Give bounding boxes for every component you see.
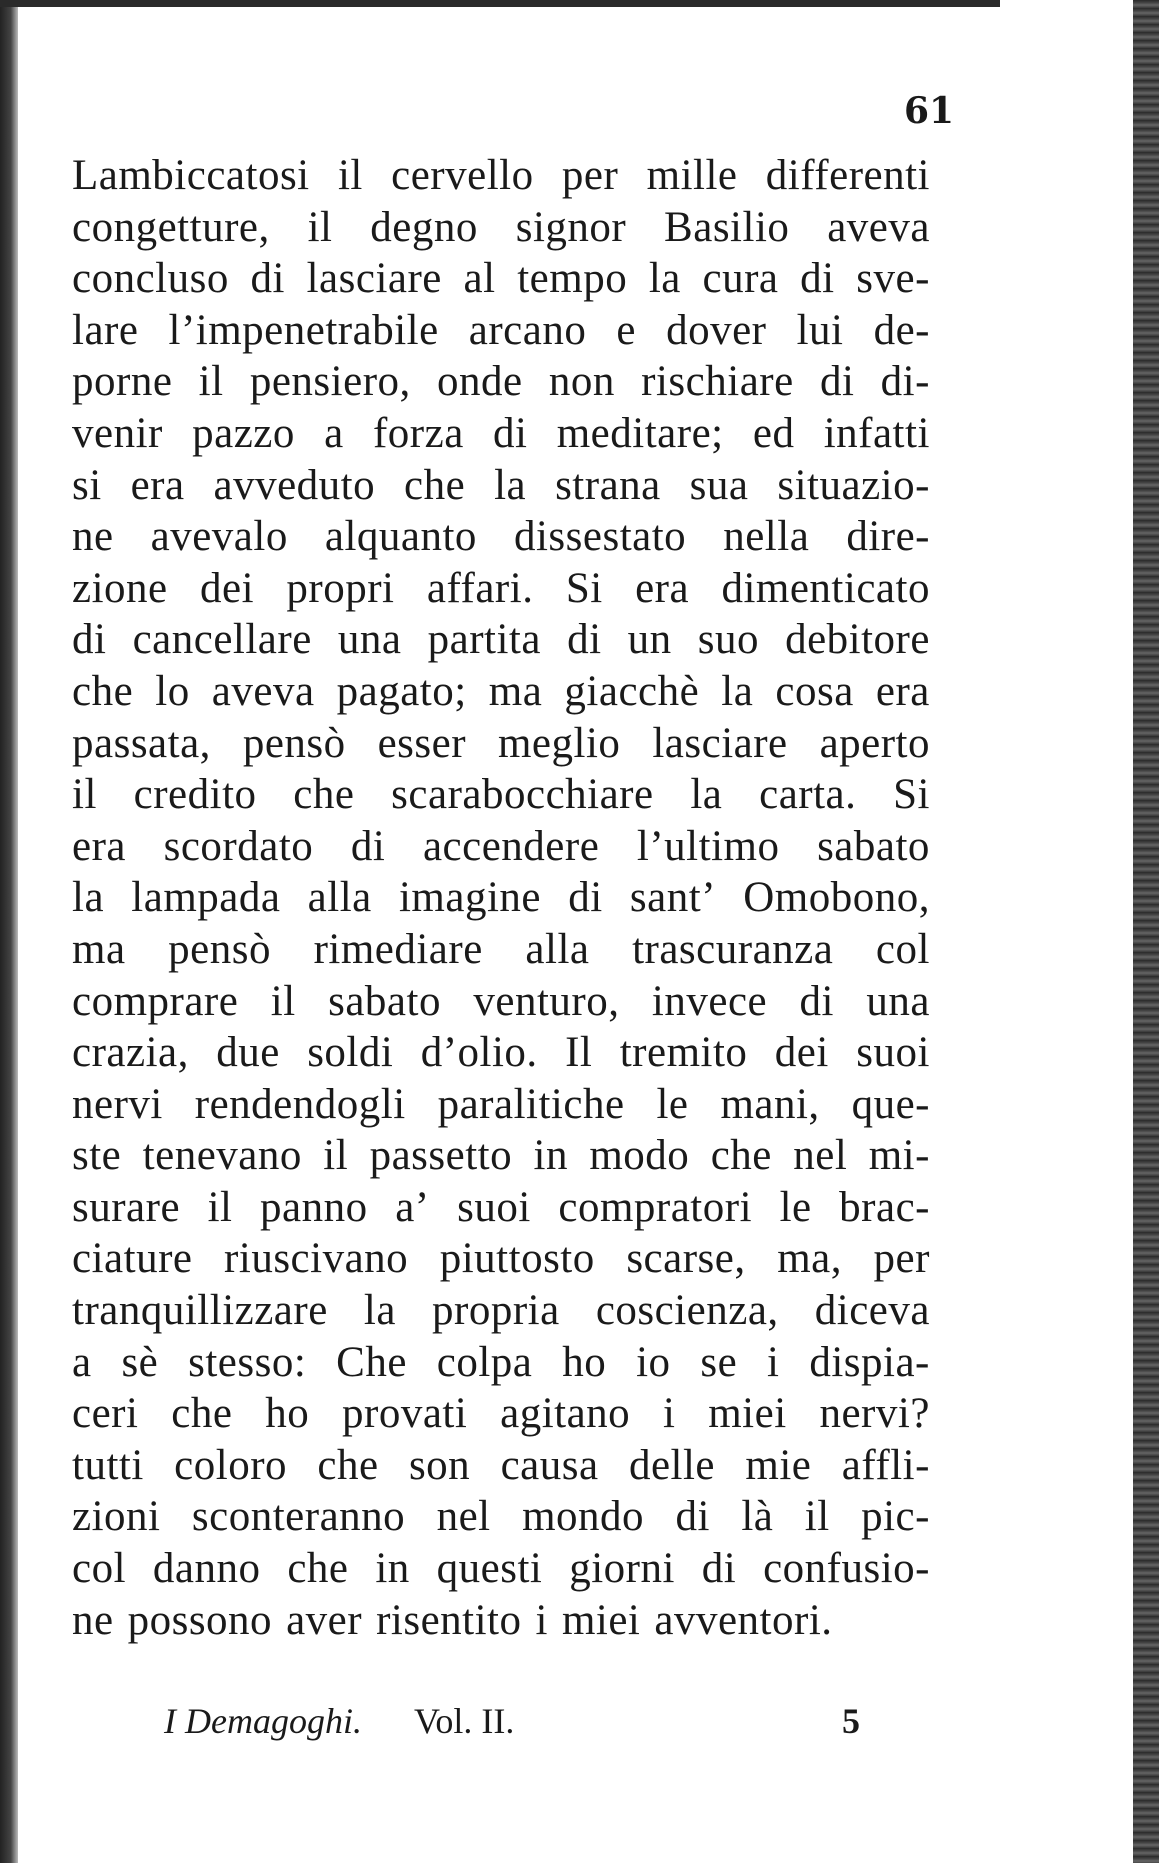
word: avventori. bbox=[654, 1596, 833, 1644]
word: il bbox=[804, 1493, 830, 1541]
word: il bbox=[198, 358, 224, 406]
word: la bbox=[648, 255, 681, 303]
word: di bbox=[72, 616, 107, 664]
word: compratori bbox=[558, 1183, 753, 1231]
text-line bbox=[72, 1233, 930, 1285]
text-line bbox=[72, 718, 930, 770]
word: affari. bbox=[426, 564, 534, 612]
word: di bbox=[568, 874, 603, 922]
word: mille bbox=[646, 152, 738, 199]
text-line bbox=[72, 1595, 930, 1647]
word: mondo bbox=[522, 1493, 645, 1541]
word: si bbox=[72, 461, 102, 509]
word: possono bbox=[127, 1596, 273, 1644]
word: non bbox=[548, 358, 615, 406]
page-right-edge bbox=[1133, 0, 1159, 1863]
word: che bbox=[171, 1390, 233, 1438]
word: delle bbox=[628, 1441, 716, 1489]
word: ne bbox=[72, 513, 114, 561]
word: nella bbox=[723, 513, 810, 561]
text-line bbox=[72, 305, 930, 357]
word: scarabocchiare bbox=[391, 771, 654, 819]
word: comprare bbox=[72, 977, 239, 1025]
word: passetto bbox=[369, 1132, 513, 1180]
word: pensò bbox=[242, 719, 346, 767]
word: era bbox=[72, 822, 126, 870]
word: la bbox=[690, 771, 723, 819]
word: porne bbox=[72, 358, 173, 406]
word: debitore bbox=[785, 616, 930, 664]
word: meditare; bbox=[556, 409, 724, 457]
word: imagine bbox=[398, 874, 541, 922]
footer-book-title: I Demagoghi. bbox=[164, 1701, 362, 1741]
word: cura bbox=[702, 255, 779, 303]
word: dimenticato bbox=[721, 564, 930, 612]
word: credito bbox=[133, 771, 257, 819]
word: mi- bbox=[868, 1132, 930, 1180]
word: pazzo bbox=[192, 409, 295, 457]
word: Basilio bbox=[664, 203, 790, 251]
text-line bbox=[72, 563, 930, 615]
word: ma, bbox=[777, 1235, 842, 1283]
word: sabato bbox=[328, 977, 441, 1025]
word: scarse, bbox=[626, 1235, 746, 1283]
word: la bbox=[494, 461, 527, 509]
word: l’ultimo bbox=[636, 822, 780, 870]
word: di bbox=[800, 255, 835, 303]
word: suoi bbox=[457, 1183, 531, 1231]
word: arcano bbox=[468, 306, 587, 354]
text-line bbox=[72, 1027, 930, 1079]
word: accendere bbox=[422, 822, 600, 870]
word: ho bbox=[265, 1390, 310, 1438]
word: ste bbox=[72, 1132, 122, 1180]
word: alla bbox=[307, 874, 372, 922]
word: dissestato bbox=[513, 513, 687, 561]
text-line bbox=[72, 1285, 930, 1337]
footer-volume: Vol. II. bbox=[414, 1701, 515, 1741]
word: carta. bbox=[759, 771, 857, 819]
word: a’ bbox=[395, 1183, 430, 1231]
word: affli- bbox=[841, 1441, 930, 1489]
word: de- bbox=[873, 306, 930, 354]
word: suoi bbox=[856, 1029, 930, 1077]
text-line bbox=[72, 356, 930, 408]
word: era bbox=[130, 461, 185, 509]
word: provati bbox=[342, 1390, 468, 1438]
body-text bbox=[72, 150, 930, 1646]
text-line bbox=[72, 1337, 930, 1389]
word: il bbox=[307, 203, 333, 251]
word: dire- bbox=[846, 513, 930, 561]
word: i bbox=[535, 1596, 548, 1644]
word: cancellare bbox=[132, 616, 312, 664]
word: aver bbox=[286, 1596, 363, 1644]
word: rimediare bbox=[313, 925, 483, 973]
word: per bbox=[873, 1235, 930, 1283]
footer-signature-mark: 5 bbox=[842, 1701, 860, 1741]
word: tutti bbox=[72, 1441, 144, 1489]
word: di bbox=[350, 822, 386, 870]
word: suo bbox=[697, 616, 759, 664]
word: sant’ bbox=[629, 874, 717, 922]
word: congetture, bbox=[72, 203, 270, 251]
word: coloro bbox=[174, 1441, 288, 1489]
word: io bbox=[636, 1338, 671, 1386]
word: le bbox=[779, 1183, 812, 1231]
word: signor bbox=[515, 203, 627, 251]
word: tenevano bbox=[142, 1132, 302, 1180]
text-line bbox=[72, 1543, 930, 1595]
text-line bbox=[72, 821, 930, 873]
word: degno bbox=[370, 203, 478, 251]
word: Omobono, bbox=[743, 874, 930, 922]
page-top-edge bbox=[0, 0, 1000, 7]
word: cervello bbox=[391, 152, 534, 199]
word: i bbox=[767, 1338, 780, 1386]
word: di bbox=[567, 616, 602, 664]
word: infatti bbox=[823, 409, 930, 457]
word: il bbox=[270, 977, 296, 1025]
word: pagato; bbox=[336, 667, 467, 715]
text-line bbox=[72, 872, 930, 924]
word: esser bbox=[377, 719, 467, 767]
word: sabato bbox=[817, 822, 930, 870]
word: di bbox=[701, 1545, 737, 1593]
word: sconteranno bbox=[191, 1493, 406, 1541]
word: lasciare bbox=[306, 255, 442, 303]
text-line bbox=[72, 666, 930, 718]
word: brac- bbox=[839, 1183, 930, 1231]
word: aveva bbox=[211, 667, 315, 715]
word: in bbox=[533, 1132, 568, 1180]
word: i bbox=[662, 1390, 676, 1438]
page-number: 61 bbox=[904, 90, 955, 132]
word: Si bbox=[893, 771, 930, 819]
word: la bbox=[363, 1287, 396, 1335]
word: rendendogli bbox=[194, 1080, 406, 1128]
word: dover bbox=[666, 306, 767, 354]
text-line bbox=[72, 253, 930, 305]
word: un bbox=[627, 616, 672, 664]
text-line bbox=[72, 408, 930, 460]
word: che bbox=[710, 1132, 772, 1180]
word: rischiare bbox=[641, 358, 794, 406]
word: causa bbox=[500, 1441, 599, 1489]
word: propri bbox=[286, 564, 395, 612]
word: ne bbox=[72, 1596, 114, 1644]
word: avevalo bbox=[150, 513, 288, 561]
word: il bbox=[323, 1132, 349, 1180]
word: nervi? bbox=[819, 1390, 930, 1438]
word: di- bbox=[880, 358, 930, 406]
word: trascuranza bbox=[632, 925, 834, 973]
word: la bbox=[72, 874, 105, 922]
word: ho bbox=[562, 1338, 607, 1386]
word: meglio bbox=[497, 719, 621, 767]
word: panno bbox=[260, 1183, 368, 1231]
word: avveduto bbox=[213, 461, 376, 509]
word: surare bbox=[72, 1183, 181, 1231]
word: sè bbox=[121, 1338, 159, 1386]
word: lare bbox=[72, 306, 139, 354]
word: nervi bbox=[72, 1080, 163, 1128]
word: ma bbox=[72, 925, 126, 973]
word: ceri bbox=[72, 1390, 139, 1438]
word: alquanto bbox=[324, 513, 477, 561]
word: al bbox=[463, 255, 496, 303]
word: aperto bbox=[819, 719, 930, 767]
word: Lambiccatosi bbox=[72, 152, 310, 199]
text-line bbox=[72, 1182, 930, 1234]
text-line bbox=[72, 614, 930, 666]
word: lampada bbox=[131, 874, 281, 922]
word: sua bbox=[689, 461, 749, 509]
text-line bbox=[72, 150, 930, 202]
word: che bbox=[72, 667, 134, 715]
word: differenti bbox=[765, 152, 930, 199]
word: era bbox=[875, 667, 930, 715]
word: onde bbox=[437, 358, 523, 406]
word: riuscivano bbox=[224, 1235, 409, 1283]
text-line bbox=[72, 976, 930, 1028]
word: partita bbox=[427, 616, 541, 664]
word: lui bbox=[796, 306, 844, 354]
word: Si bbox=[565, 564, 603, 612]
word: l’impenetrabile bbox=[168, 306, 439, 354]
word: che bbox=[287, 1545, 349, 1593]
word: Che bbox=[336, 1338, 407, 1386]
word: danno bbox=[152, 1545, 261, 1593]
word: il bbox=[207, 1183, 233, 1231]
word: pensò bbox=[168, 925, 271, 973]
word: stesso: bbox=[188, 1338, 307, 1386]
word: lasciare bbox=[652, 719, 788, 767]
word: pensiero, bbox=[249, 358, 411, 406]
word: lo bbox=[155, 667, 190, 715]
word: strana bbox=[555, 461, 661, 509]
word: confusio- bbox=[763, 1545, 930, 1593]
word: dei bbox=[200, 564, 255, 612]
text-line bbox=[72, 1130, 930, 1182]
word: dei bbox=[774, 1029, 829, 1077]
text-line bbox=[72, 1491, 930, 1543]
word: modo bbox=[589, 1132, 690, 1180]
word: invece bbox=[651, 977, 768, 1025]
word: nel bbox=[793, 1132, 848, 1180]
word: miei bbox=[708, 1390, 787, 1438]
word: concluso bbox=[72, 255, 229, 303]
word: una bbox=[337, 616, 402, 664]
word: tranquillizzare bbox=[72, 1287, 328, 1335]
word: il bbox=[337, 152, 363, 199]
word: soldi bbox=[307, 1029, 394, 1077]
word: Il bbox=[565, 1029, 593, 1077]
word: mani, bbox=[720, 1080, 820, 1128]
word: d’olio. bbox=[420, 1029, 538, 1077]
word: di bbox=[250, 255, 285, 303]
word: que- bbox=[851, 1080, 930, 1128]
word: scordato bbox=[163, 822, 314, 870]
word: di bbox=[799, 977, 834, 1025]
word: di bbox=[493, 409, 528, 457]
word: là bbox=[741, 1493, 774, 1541]
word: nel bbox=[436, 1493, 491, 1541]
word: coscienza, bbox=[595, 1287, 779, 1335]
word: venturo, bbox=[473, 977, 620, 1025]
word: miei bbox=[561, 1596, 641, 1644]
word: e bbox=[616, 306, 637, 354]
word: col bbox=[875, 925, 930, 973]
word: zione bbox=[72, 564, 168, 612]
word: crazia, bbox=[72, 1029, 189, 1077]
word: le bbox=[656, 1080, 689, 1128]
text-line bbox=[72, 924, 930, 976]
word: a bbox=[72, 1338, 92, 1386]
word: risentito bbox=[376, 1596, 522, 1644]
word: che bbox=[404, 461, 466, 509]
word: in bbox=[375, 1545, 410, 1593]
word: alla bbox=[525, 925, 590, 973]
word: era bbox=[635, 564, 690, 612]
word: diceva bbox=[814, 1287, 930, 1335]
word: venir bbox=[72, 409, 163, 457]
word: col bbox=[72, 1545, 127, 1593]
word: cosa bbox=[775, 667, 854, 715]
word: questi bbox=[436, 1545, 543, 1593]
word: per bbox=[561, 152, 619, 199]
word: sve- bbox=[856, 255, 930, 303]
word: se bbox=[700, 1338, 738, 1386]
word: che bbox=[317, 1441, 379, 1489]
word: tempo bbox=[517, 255, 628, 303]
text-line bbox=[72, 1388, 930, 1440]
word: forza bbox=[372, 409, 464, 457]
word: colpa bbox=[436, 1338, 533, 1386]
word: propria bbox=[432, 1287, 560, 1335]
text-line bbox=[72, 460, 930, 512]
page-footer bbox=[164, 1700, 864, 1750]
page-left-edge bbox=[0, 0, 18, 1863]
text-line bbox=[72, 1079, 930, 1131]
word: situazio- bbox=[777, 461, 930, 509]
word: una bbox=[866, 977, 930, 1025]
word: aveva bbox=[827, 203, 930, 251]
word: di bbox=[675, 1493, 710, 1541]
word: giacchè bbox=[564, 667, 700, 715]
word: ma bbox=[488, 667, 543, 715]
word: dispia- bbox=[809, 1338, 930, 1386]
word: che bbox=[293, 771, 355, 819]
word: piuttosto bbox=[439, 1235, 595, 1283]
word: ed bbox=[752, 409, 795, 457]
word: agitano bbox=[500, 1390, 631, 1438]
text-line bbox=[72, 1440, 930, 1492]
word: la bbox=[721, 667, 754, 715]
word: pic- bbox=[861, 1493, 930, 1541]
word: zioni bbox=[72, 1493, 161, 1541]
word: paralitiche bbox=[437, 1080, 625, 1128]
word: giorni bbox=[569, 1545, 675, 1593]
text-line bbox=[72, 769, 930, 821]
word: a bbox=[324, 409, 344, 457]
word: mie bbox=[745, 1441, 812, 1489]
word: passata, bbox=[72, 719, 211, 767]
text-line bbox=[72, 511, 930, 563]
word: tremito bbox=[619, 1029, 748, 1077]
text-line bbox=[72, 202, 930, 254]
word: son bbox=[408, 1441, 471, 1489]
word: due bbox=[216, 1029, 280, 1077]
word: il bbox=[72, 771, 97, 819]
word: ciature bbox=[72, 1235, 193, 1283]
word: di bbox=[819, 358, 855, 406]
